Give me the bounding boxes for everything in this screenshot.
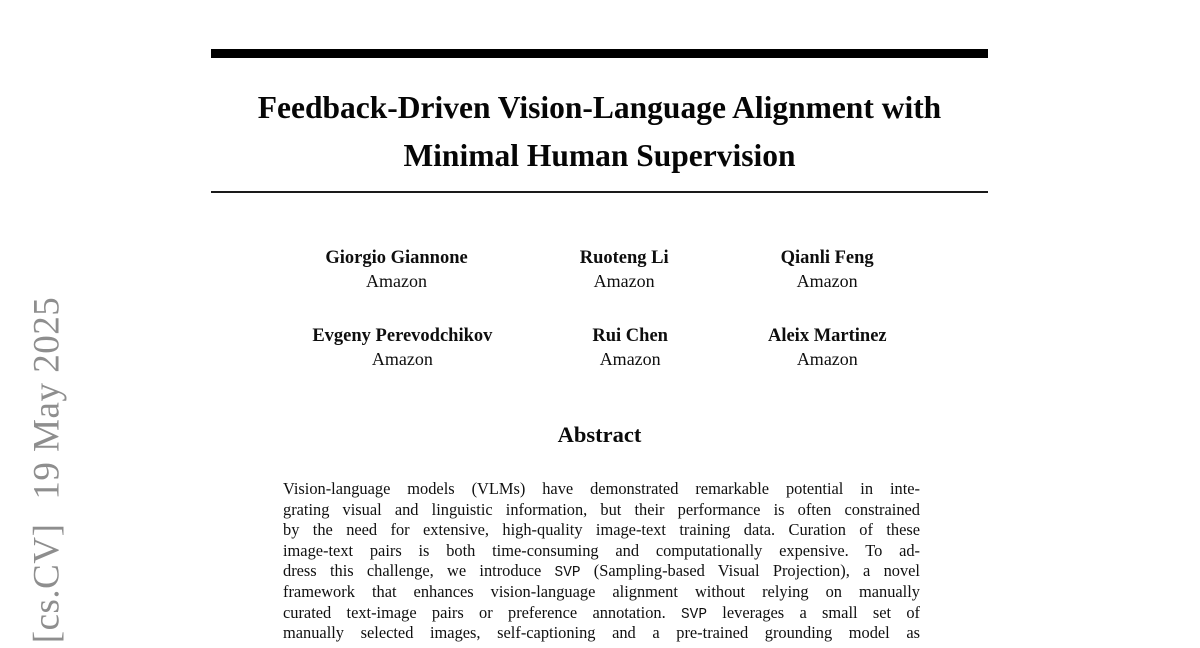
- abstract-text: grating visual and linguistic information, but their performance is often constrained: [283, 499, 920, 519]
- abstract-text: dress this challenge, we introduce: [283, 561, 555, 581]
- abstract-text: Vision-language models (VLMs) have demonstrated remarkable potential in inte-: [283, 479, 920, 498]
- author-block: [325, 247, 467, 292]
- author-row: [211, 247, 988, 292]
- author-affiliation: Amazon: [593, 271, 655, 291]
- author-block: [312, 325, 492, 370]
- abstract-text: manually selected images, self-captioning and a pre-trained grounding model as: [283, 623, 920, 643]
- top-rule: [211, 49, 988, 58]
- abstract-line: [283, 479, 920, 500]
- abstract-line: [283, 623, 920, 644]
- author-name: Rui Chen: [592, 326, 668, 346]
- paper-title: [211, 84, 988, 180]
- abstract-line: [283, 561, 920, 582]
- author-affiliation: Amazon: [371, 349, 433, 369]
- inline-code: SVP: [554, 565, 581, 582]
- author-name: Aleix Martinez: [767, 326, 887, 346]
- author-name: Evgeny Perevodchikov: [312, 326, 493, 346]
- abstract-heading: Abstract: [557, 422, 642, 447]
- author-name: Giorgio Giannone: [325, 248, 468, 268]
- abstract-line: [283, 603, 920, 624]
- author-block: [781, 247, 874, 292]
- abstract-body: [283, 479, 920, 644]
- abstract-line: [283, 520, 920, 541]
- abstract-line: [283, 500, 920, 521]
- paper-title-line2: Minimal Human Supervision: [403, 138, 796, 173]
- author-name: Qianli Feng: [780, 248, 874, 268]
- abstract-line: [283, 541, 920, 562]
- author-affiliation: Amazon: [796, 271, 858, 291]
- abstract-text: (Sampling-based Visual Projection), a novel: [580, 561, 920, 581]
- title-rule: [211, 191, 988, 193]
- arxiv-watermark: [26, 297, 69, 643]
- author-row: [211, 325, 988, 370]
- paper-title-line1: Feedback-Driven Vision-Language Alignment with: [257, 90, 942, 125]
- author-block: [768, 325, 887, 370]
- abstract-text: by the need for extensive, high-quality image-text training data. Curation of these: [283, 520, 920, 540]
- author-affiliation: Amazon: [796, 349, 858, 369]
- abstract-text: framework that enhances vision-language alignment without relying on manually: [283, 581, 920, 601]
- arxiv-date: 19 May 2025: [26, 296, 68, 500]
- authors-section: [211, 247, 988, 370]
- author-affiliation: Amazon: [599, 349, 661, 369]
- abstract-line: [283, 582, 920, 603]
- author-name: Ruoteng Li: [579, 248, 669, 268]
- arxiv-category: [cs.CV]: [26, 523, 68, 644]
- abstract-text: leverages a small set of: [707, 602, 920, 622]
- author-affiliation: Amazon: [366, 271, 427, 291]
- author-block: [580, 247, 669, 292]
- author-block: [592, 325, 668, 370]
- abstract-text: curated text-image pairs or preference annotation.: [283, 602, 682, 622]
- inline-code: SVP: [681, 606, 707, 623]
- abstract-text: image-text pairs is both time-consuming and computationally expensive. To ad-: [283, 540, 920, 560]
